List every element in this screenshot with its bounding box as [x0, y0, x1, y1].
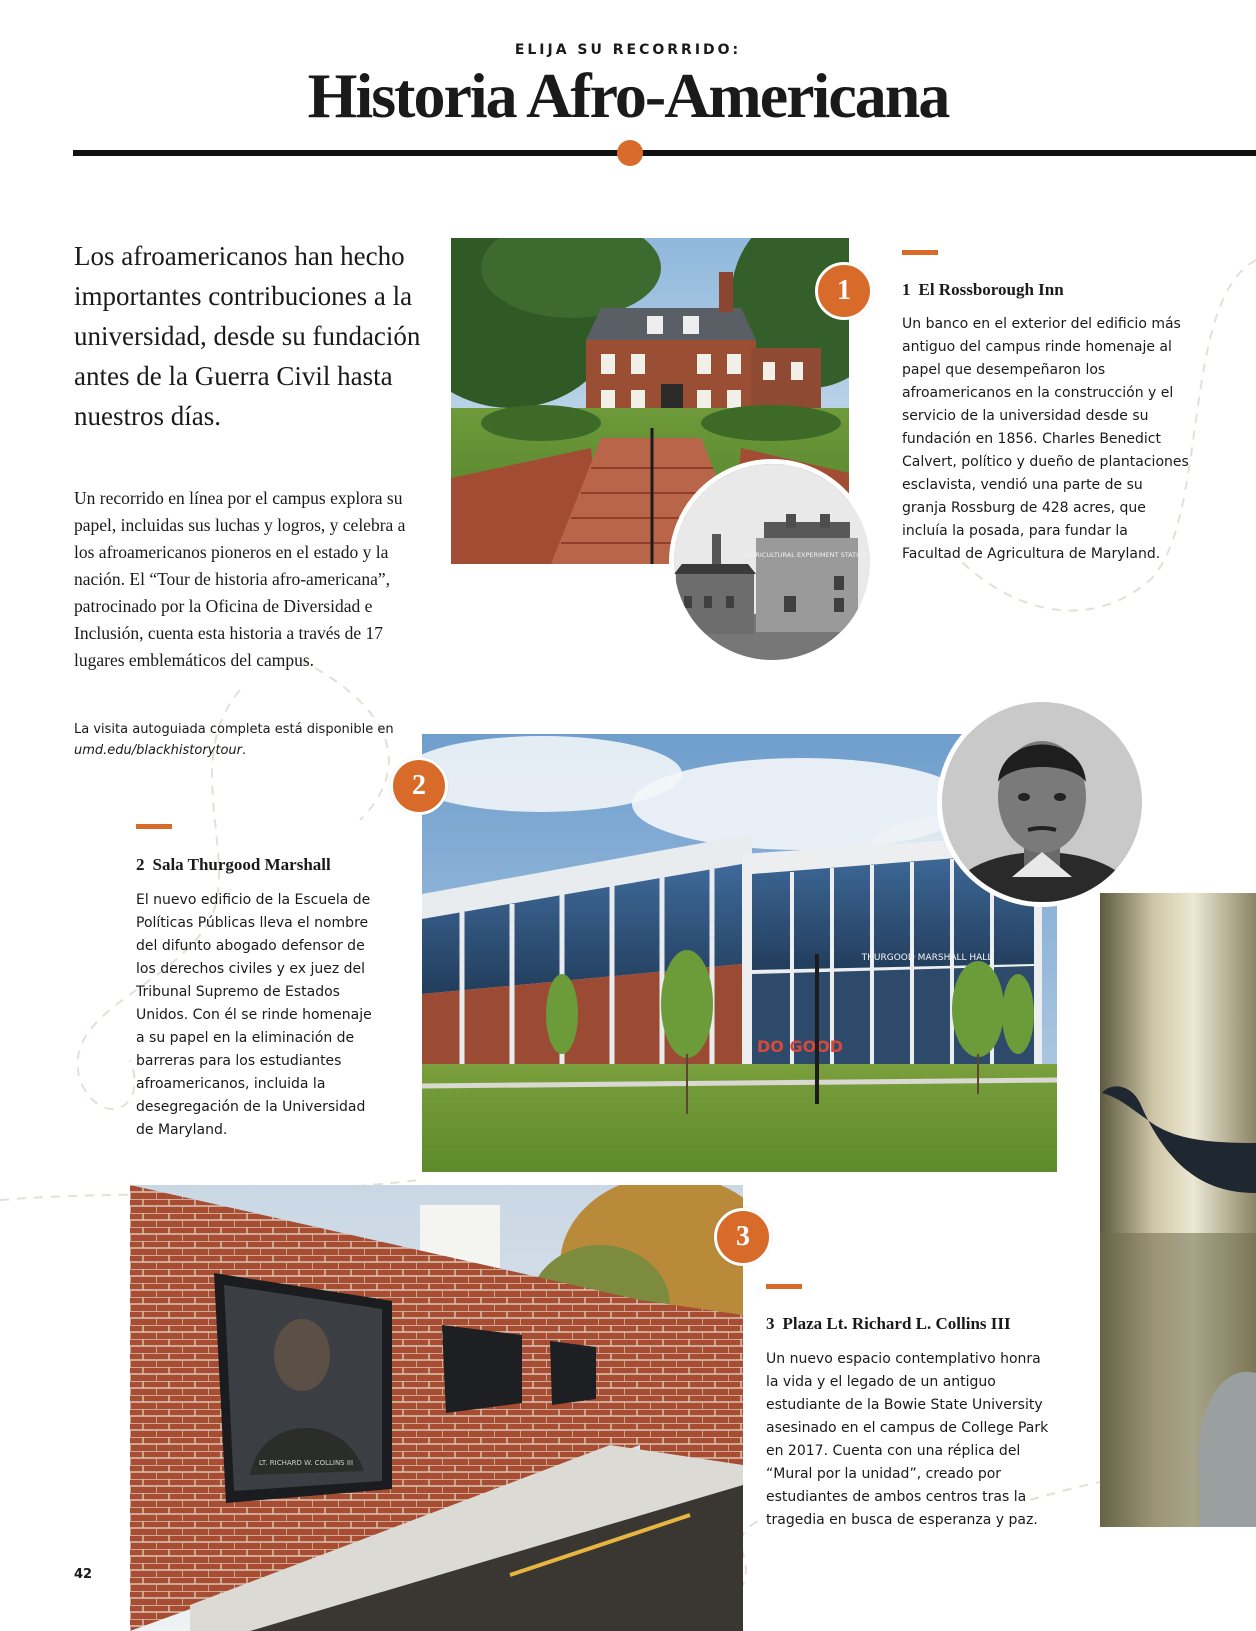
- stop-3-body: Un nuevo espacio contemplativo honra la vida y el legado de un antiguo estudiante de la Bowie State University asesinado en el campus de College Park en 2017. Cuenta con una réplica del “Mural por la unidad”, creado por estudiantes de ambos centros tras la tragedia en busca de esperanza y paz.: [766, 1351, 1049, 1528]
- hall-sign: THURGOOD MARSHALL HALL: [861, 953, 993, 963]
- plaque-name: LT. RICHARD W. COLLINS III: [258, 1459, 354, 1467]
- stop-2-title-text: Sala Thurgood Marshall: [152, 855, 331, 874]
- collins-plaza-photo: [130, 1185, 743, 1631]
- stop-2-accent: [136, 824, 172, 829]
- do-good-sign: DO GOOD: [757, 1037, 844, 1056]
- stop-badge-1: 1: [815, 262, 873, 320]
- thurgood-marshall-portrait: [937, 697, 1147, 907]
- stop-3-title-text: Plaza Lt. Richard L. Collins III: [782, 1314, 1011, 1333]
- intro-note-suffix: .: [242, 743, 247, 758]
- header-kicker: ELIJA SU RECORRIDO:: [514, 42, 742, 58]
- stop-badge-2: 2: [390, 757, 448, 815]
- stop-1-title: [902, 280, 1064, 300]
- stop-2-title: [136, 855, 331, 875]
- intro-lead: Los afroamericanos han hecho importantes contribuciones a la universidad, desde su fundación antes de la Guerra Civil hasta nuestros días.: [74, 241, 421, 431]
- station-sign: AGRICULTURAL EXPERIMENT STATION: [746, 551, 868, 559]
- stop-3-number: 3: [766, 1314, 775, 1333]
- tour-link[interactable]: umd.edu/blackhistorytour: [74, 743, 243, 758]
- intro-note-prefix: La visita autoguiada completa está disponible en: [74, 722, 394, 737]
- experiment-station-photo: [669, 459, 875, 665]
- stop-1-number: 1: [902, 280, 911, 299]
- stop-1-accent: [902, 250, 938, 255]
- statue-photo: [1100, 893, 1256, 1527]
- stop-1-body: Un banco en el exterior del edificio más antiguo del campus rinde homenaje al papel que desempeñaron los afroamericanos en la construcción y el servicio de la universidad desde su fundación en 1856. Charles Benedict Calvert, político y dueño de plantaciones esclavista, vendió una parte de su granja Rossburg de 428 acres, que incluía la posada, para fundar la Facultad de Agricultura de Maryland.: [902, 316, 1189, 562]
- stop-3-accent: [766, 1284, 802, 1289]
- intro-note: [74, 719, 394, 761]
- stop-badge-3: 3: [714, 1208, 772, 1266]
- intro-body: Un recorrido en línea por el campus explora su papel, incluidas sus luchas y logros, y celebra a los afroamericanos pioneros en el estado y la nación. El “Tour de historia afro-americana”, patrocinado por la Oficina de Diversidad e Inclusión, cuenta esta historia a través de 17 lugares emblemáticos del campus.: [74, 488, 406, 670]
- stop-2-number: 2: [136, 855, 145, 874]
- header-rule-dot: [617, 140, 643, 166]
- page-number: 42: [74, 1567, 93, 1582]
- stop-3-title: [766, 1314, 1011, 1334]
- header-rule: [73, 150, 1256, 156]
- stop-2-body: El nuevo edificio de la Escuela de Políticas Públicas lleva el nombre del difunto abogado defensor de los derechos civiles y ex juez del Tribunal Supremo de Estados Unidos. Con él se rinde homenaje a su papel en la eliminación de barreras para los estudiantes afroamericanos, incluida la desegregación de la Universidad de Maryland.: [136, 892, 372, 1138]
- stop-1-title-text: El Rossborough Inn: [918, 280, 1064, 299]
- page-title: Historia Afro-Americana: [307, 60, 949, 131]
